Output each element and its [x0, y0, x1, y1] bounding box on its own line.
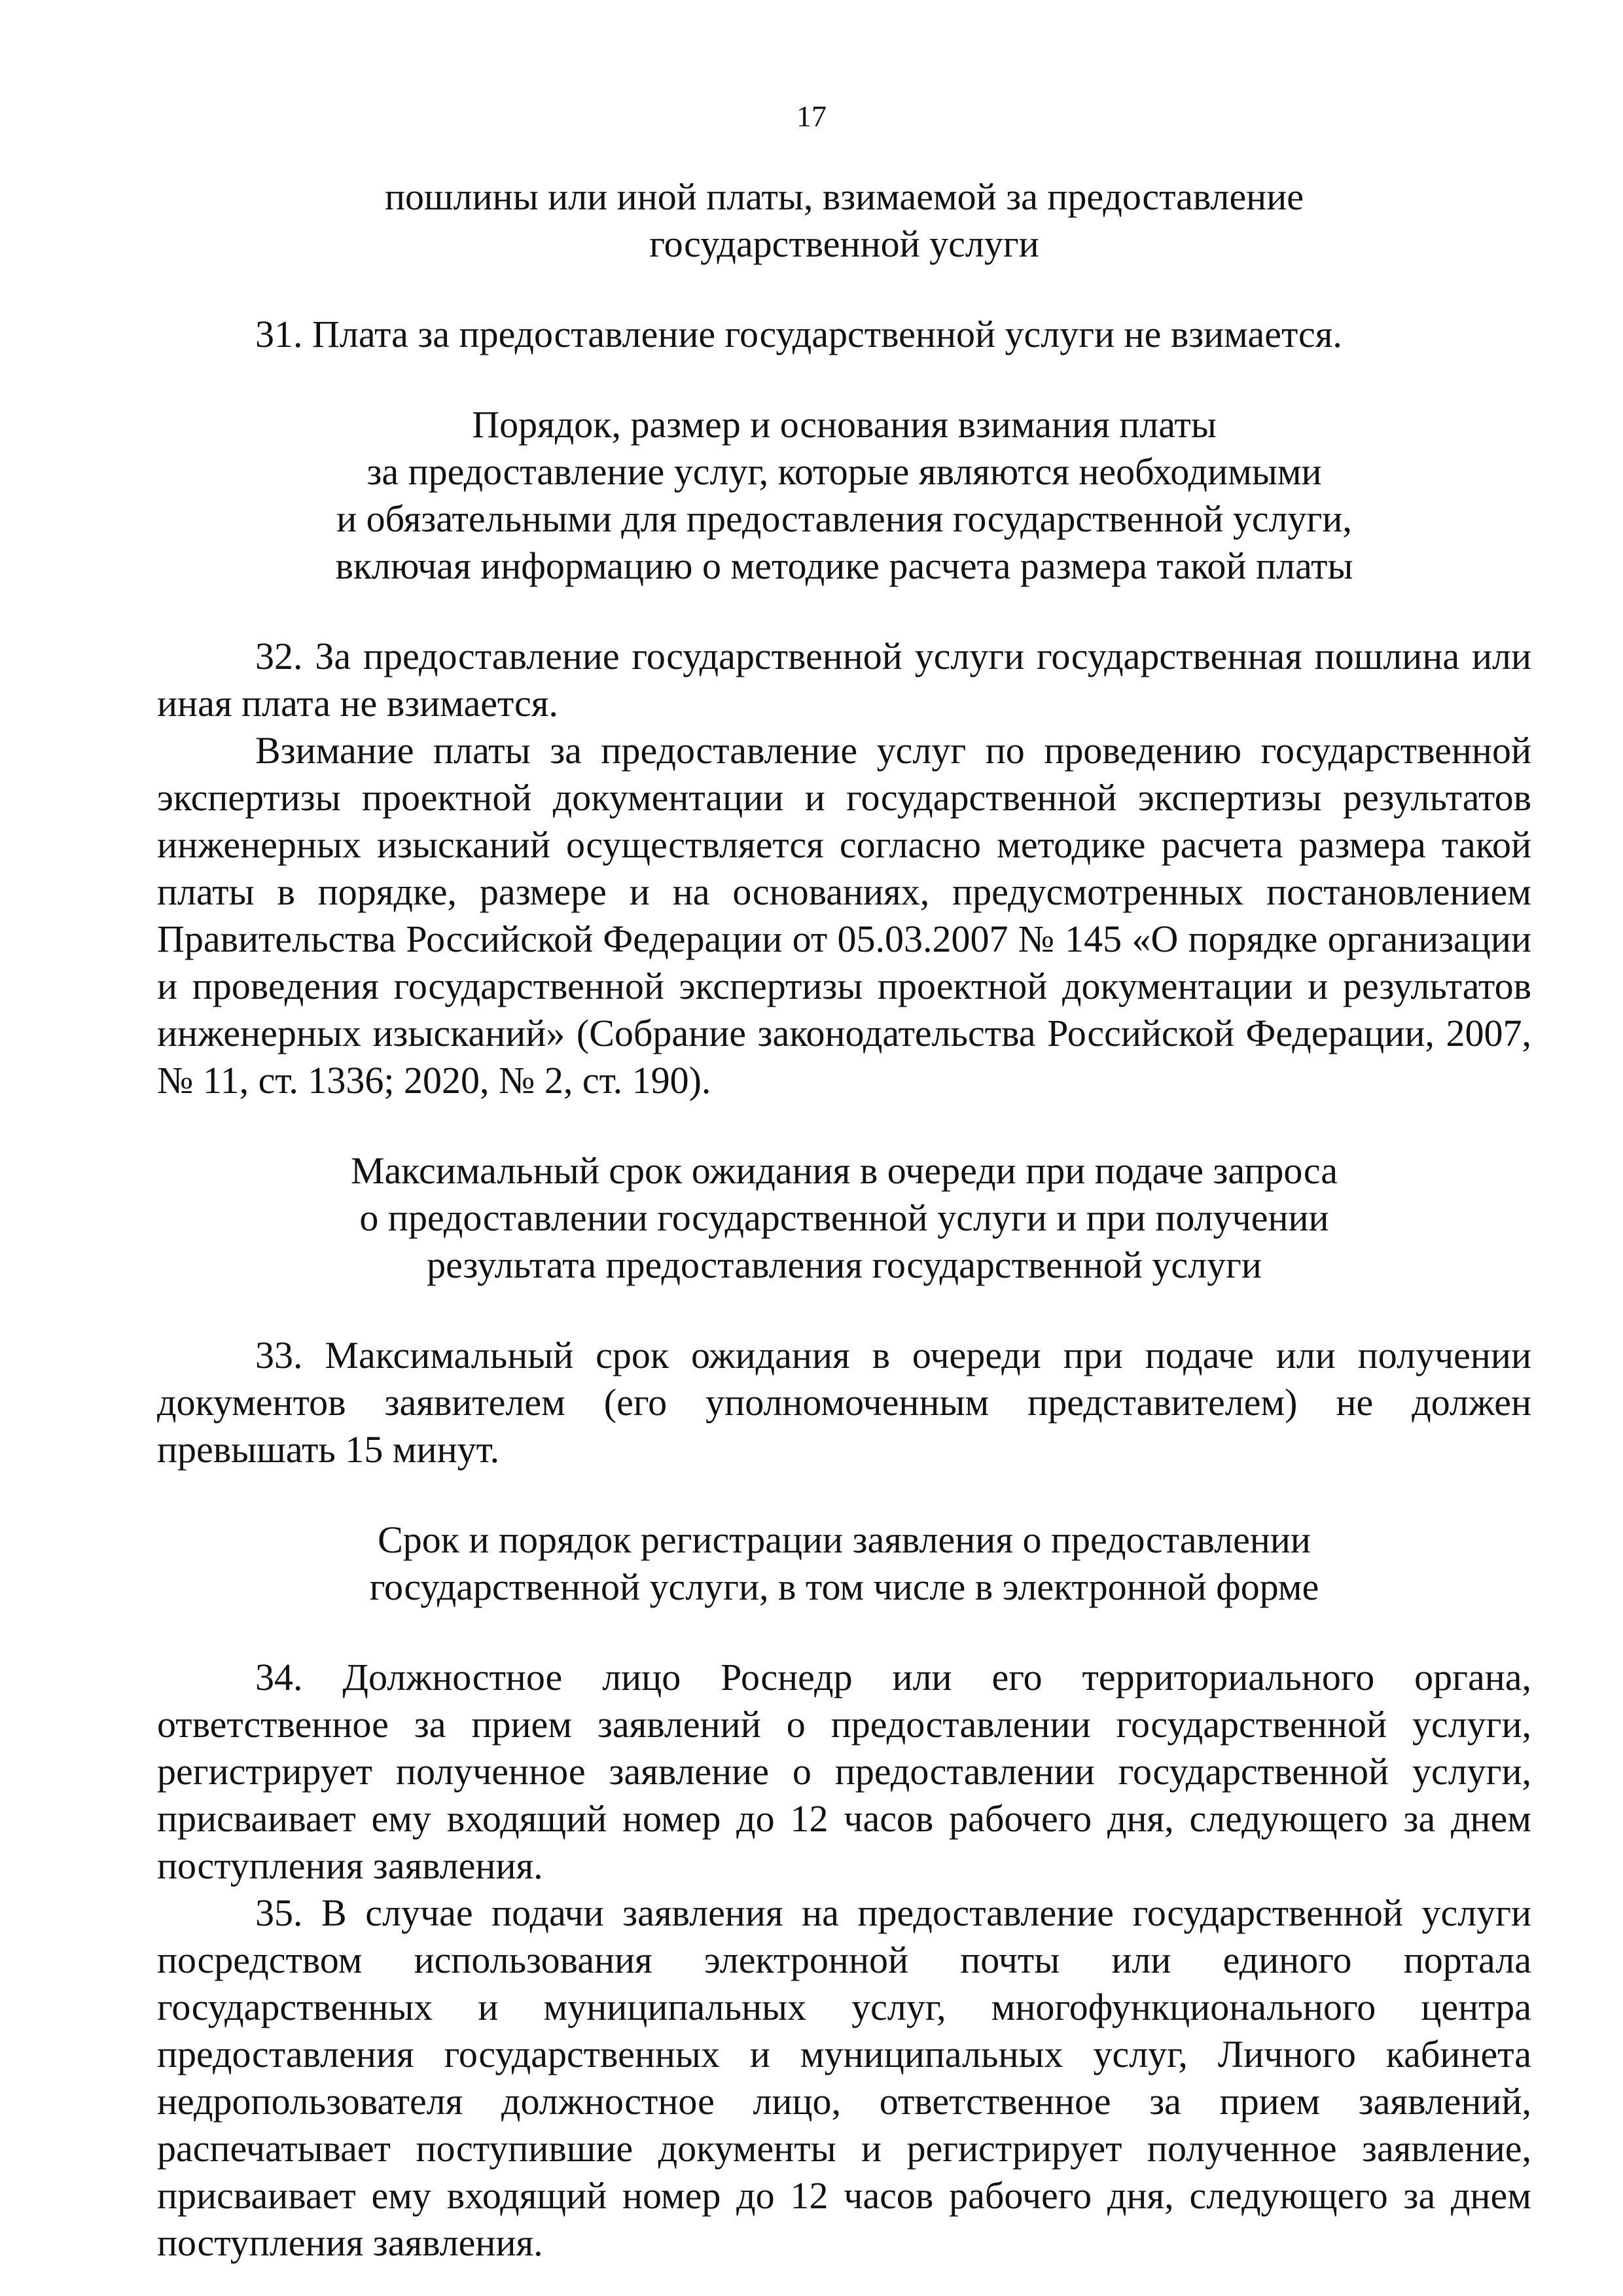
heading-line: включая информацию о методике расчета размера такой платы: [335, 545, 1353, 587]
heading-line: государственной услуги: [649, 223, 1039, 265]
paragraph-31: 31. Плата за предоставление государственной услуги не взимается.: [255, 313, 1342, 355]
paragraph-35: 35. В случае подачи заявления на предоставление государственной услуги посредством использования электронной почты или единого портала государственных и муниципальных услуг, многофункционального центра предоставления государственных и муниципальных услуг, Личного кабинета недропользователя должностное лицо, ответственное за прием заявлений, распечатывает поступившие документы и регистрирует полученное заявление, присваивает ему входящий номер до 12 часов рабочего дня, следующего за днем поступления заявления.: [157, 1892, 1531, 2264]
heading-line: Максимальный срок ожидания в очереди при подаче запроса: [350, 1149, 1338, 1192]
document-body: [157, 173, 1531, 2267]
heading-line: результата предоставления государственной услуги: [427, 1244, 1262, 1286]
section-heading-fee: [157, 173, 1531, 268]
paragraph-33: 33. Максимальный срок ожидания в очереди при подаче или получении документов заявителем (его уполномоченным представителем) не должен превышать 15 минут.: [157, 1334, 1531, 1471]
paragraph-34: 34. Должностное лицо Роснедр или его территориального органа, ответственное за прием заявлений о предоставлении государственной услуги, регистрирует полученное заявление о предоставлении государственной услуги, присваивает ему входящий номер до 12 часов рабочего дня, следующего за днем поступления заявления.: [157, 1656, 1531, 1887]
heading-line: о предоставлении государственной услуги и при получении: [359, 1196, 1329, 1239]
paragraph-32-continuation: Взимание платы за предоставление услуг по проведению государственной экспертизы проектной документации и государственной экспертизы результатов инженерных изысканий осуществляется согласно методике расчета размера такой платы в порядке, размере и на основаниях, предусмотренных постановлением Правительства Российской Федерации от 05.03.2007 № 145 «О порядке организации и проведения государственной экспертизы проектной документации и результатов инженерных изысканий» (Собрание законодательства Российской Федерации, 2007, № 11, ст. 1336; 2020, № 2, ст. 190).: [157, 729, 1531, 1102]
heading-line: Порядок, размер и основания взимания платы: [472, 403, 1217, 446]
paragraph-32: 32. За предоставление государственной услуги государственная пошлина или иная плата не взимается.: [157, 635, 1531, 725]
section-heading-procedure: [157, 401, 1531, 590]
heading-line: пошлины или иной платы, взимаемой за предоставление: [384, 175, 1304, 218]
heading-line: государственной услуги, в том числе в электронной форме: [369, 1566, 1319, 1608]
heading-line: за предоставление услуг, которые являются необходимыми: [366, 450, 1322, 493]
section-heading-queue: [157, 1147, 1531, 1289]
heading-line: Срок и порядок регистрации заявления о предоставлении: [378, 1518, 1311, 1561]
section-heading-registration: [157, 1516, 1531, 1611]
page-number: 17: [796, 99, 827, 133]
heading-line: и обязательными для предоставления государственной услуги,: [336, 497, 1352, 540]
